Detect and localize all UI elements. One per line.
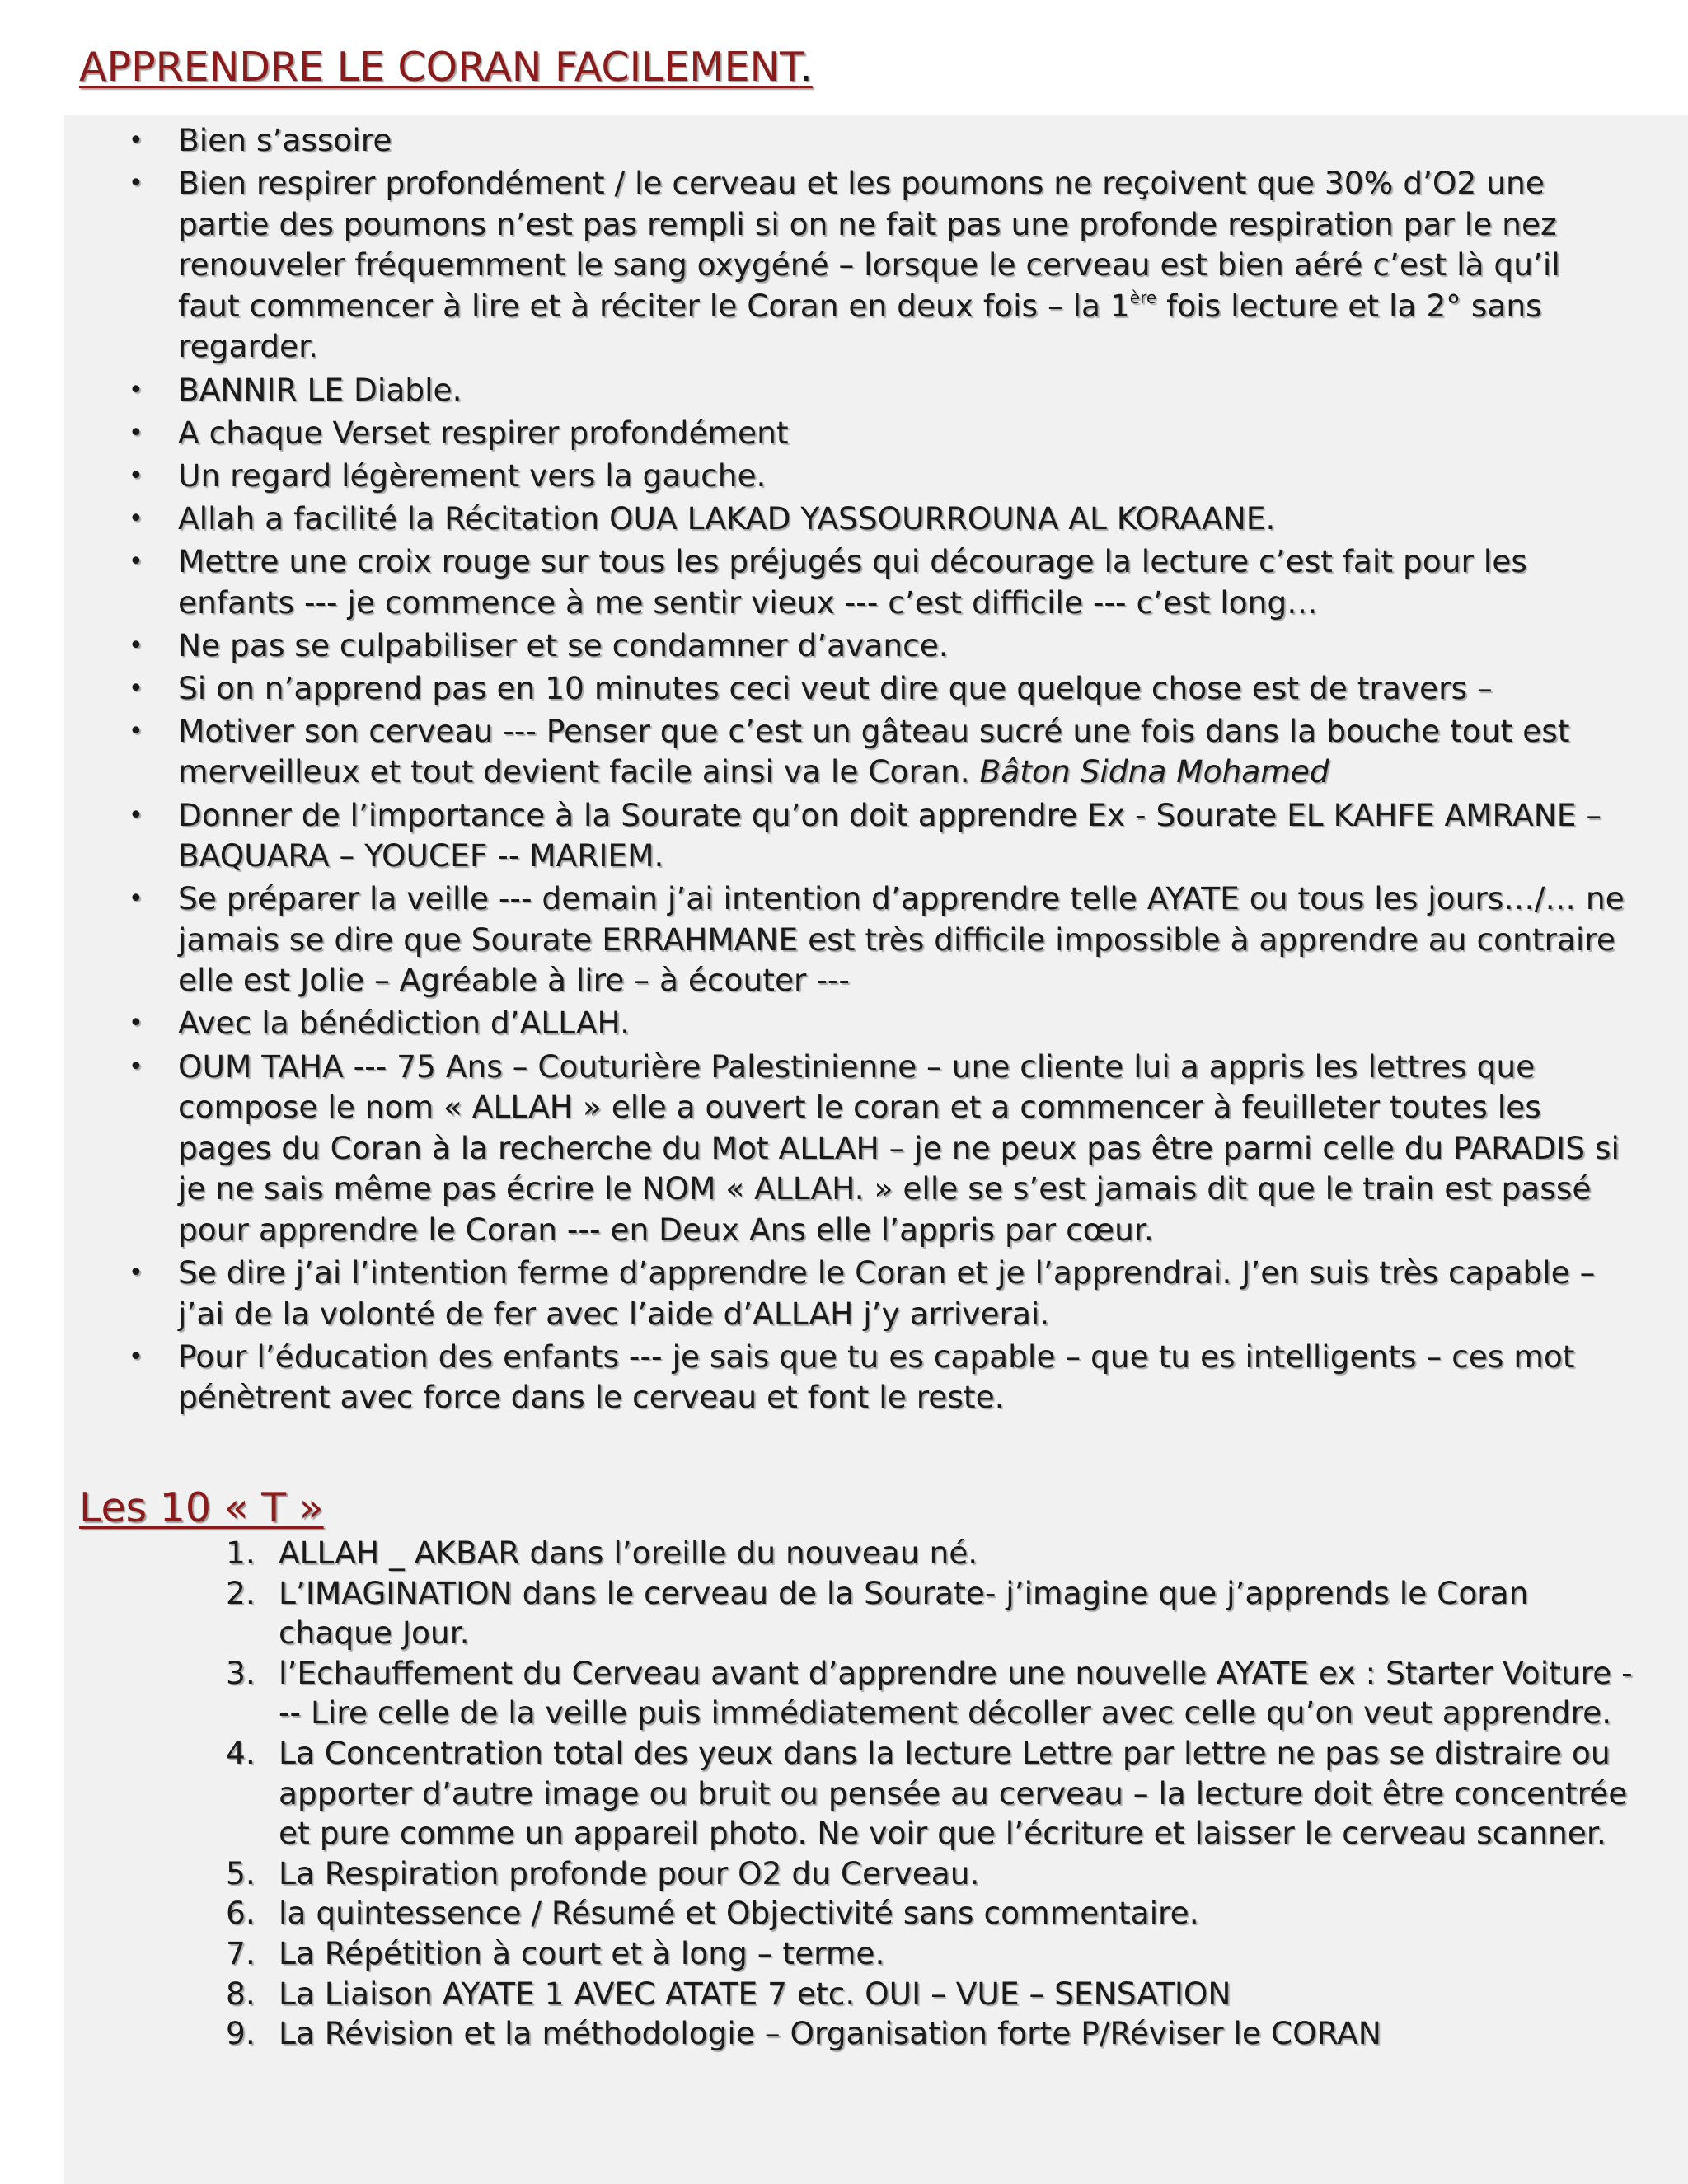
numbered-item: 7. La Répétition à court et à long – terme. xyxy=(221,1933,1639,1974)
tips-list xyxy=(122,120,1630,1420)
list-item: • Avec la bénédiction d’ALLAH. xyxy=(122,1003,1630,1044)
numbered-item: 1. ALLAH _ AKBAR dans l’oreille du nouveau né. xyxy=(221,1533,1639,1573)
title-period: . xyxy=(799,44,813,91)
numbered-item: 3. l’Echauffement du Cerveau avant d’apprendre une nouvelle AYATE ex : Starter Voiture --- Lire celle de la veille puis immédiatement décoller avec celle qu’on veut apprendre. xyxy=(226,1654,1633,1732)
bullet-icon: • xyxy=(129,1009,143,1038)
list-item: • Pour l’éducation des enfants --- je sais que tu es capable – que tu es intelligents – ces mot pénètrent avec force dans le cerveau et font le reste. xyxy=(129,1338,1575,1416)
superscript: ère xyxy=(1129,287,1157,307)
list-item: • Si on n’apprend pas en 10 minutes ceci veut dire que quelque chose est de travers – xyxy=(122,668,1630,710)
numbered-item: 2. L’IMAGINATION dans le cerveau de la Sourate- j’imagine que j’apprends le Coran chaque Jour. xyxy=(226,1574,1529,1652)
item-number: 8. xyxy=(226,1975,256,2012)
bullet-icon: • xyxy=(129,418,143,448)
list-item: • Se préparer la veille --- demain j’ai intention d’apprendre telle AYATE ou tous les jours…/… ne jamais se dire que Sourate ERRAHMANE est très difficile impossible à apprendre au contraire elle est Jolie – Agréable à lire – à écouter --- xyxy=(129,880,1625,999)
item-number: 2. xyxy=(226,1574,256,1611)
page-title: APPRENDRE LE CORAN FACILEMENT. xyxy=(79,44,813,91)
bullet-icon: • xyxy=(129,169,143,199)
bullet-icon: • xyxy=(129,1258,143,1288)
list-item: • BANNIR LE Diable. xyxy=(122,370,1630,411)
section-title: Les 10 « T » xyxy=(79,1484,324,1531)
item-number: 4. xyxy=(226,1734,256,1771)
list-item: • A chaque Verset respirer profondément xyxy=(122,413,1630,454)
bullet-icon: • xyxy=(129,884,143,914)
item-number: 6. xyxy=(226,1895,256,1932)
numbered-item: 9. La Révision et la méthodologie – Organisation forte P/Réviser le CORAN xyxy=(221,2013,1639,2054)
list-item: • Mettre une croix rouge sur tous les préjugés qui décourage la lecture c’est fait pour les enfants --- je commence à me sentir vieux --- c’est difficile --- c’est long… xyxy=(129,542,1527,621)
bullet-icon: • xyxy=(129,504,143,533)
list-item: • Ne pas se culpabiliser et se condamner d’avance. xyxy=(122,626,1630,667)
list-item: • Se dire j’ai l’intention ferme d’apprendre le Coran et je l’apprendrai. J’en suis très capable – j’ai de la volonté de fer avec l’aide d’ALLAH j’y arriverai. xyxy=(129,1254,1596,1332)
numbered-item: 8. La Liaison AYATE 1 AVEC ATATE 7 etc. OUI – VUE – SENSATION xyxy=(221,1974,1639,2014)
list-item: • OUM TAHA --- 75 Ans – Couturière Palestinienne – une cliente lui a appris les lettres que compose le nom « ALLAH » elle a ouvert le coran et a commencer à feuilleter toutes les pages du Coran à la recherche du Mot ALLAH – je ne peux pas être parmi celle du PARADIS si je ne sais même pas écrire le NOM « ALLAH. » elle se s’est jamais dit que le train est passé pour apprendre le Coran --- en Deux Ans elle l’appris par cœur. xyxy=(129,1047,1620,1248)
list-item: • Allah a facilité la Récitation OUA LAKAD YASSOURROUNA AL KORAANE. xyxy=(122,499,1630,540)
list-item: • Donner de l’importance à la Sourate qu’on doit apprendre Ex - Sourate EL KAHFE AMRANE – BAQUARA – YOUCEF -- MARIEM. xyxy=(129,796,1602,874)
bullet-icon: • xyxy=(129,546,143,576)
list-item: • Motiver son cerveau --- Penser que c’est un gâteau sucré une fois dans la bouche tout est merveilleux et tout devient facile ainsi va le Coran. Bâton Sidna Mohamed xyxy=(129,712,1570,790)
list-item: • Bien s’assoire xyxy=(122,120,1630,162)
bullet-icon: • xyxy=(129,1342,143,1371)
bullet-icon: • xyxy=(129,673,143,703)
list-item: • Bien respirer profondément / le cerveau et les poumons ne reçoivent que 30% d’O2 une partie des poumons n’est pas rempli si on ne fait pas une profonde respiration par le nez renouveler fréquemment le sang oxygéné – lorsque le cerveau est bien aéré c’est là qu’il faut commencer à lire et à réciter le Coran en deux fois – la 1ère fois lecture et la 2° sans regarder. xyxy=(129,165,1560,365)
bullet-icon: • xyxy=(129,630,143,660)
item-number: 7. xyxy=(226,1934,256,1971)
bullet-icon: • xyxy=(129,375,143,405)
italic-note: Bâton Sidna Mohamed xyxy=(979,753,1329,790)
item-number: 9. xyxy=(226,2015,256,2052)
bullet-icon: • xyxy=(129,461,143,490)
steps-list xyxy=(221,1533,1639,2054)
item-number: 3. xyxy=(226,1654,256,1691)
numbered-item: 4. La Concentration total des yeux dans la lecture Lettre par lettre ne pas se distraire ou apporter d’autre image ou bruit ou pensée au cerveau – la lecture doit être concentrée et pure comme un appareil photo. Ne voir que l’écriture et laisser le cerveau scanner. xyxy=(226,1734,1628,1852)
list-item: • Un regard légèrement vers la gauche. xyxy=(122,456,1630,497)
numbered-item: 6. la quintessence / Résumé et Objectivité sans commentaire. xyxy=(221,1893,1639,1933)
bullet-icon: • xyxy=(129,800,143,830)
bullet-icon: • xyxy=(129,126,143,155)
item-number: 5. xyxy=(226,1854,256,1891)
numbered-item: 5. La Respiration profonde pour O2 du Cerveau. xyxy=(221,1854,1639,1894)
item-number: 1. xyxy=(226,1535,256,1571)
bullet-icon: • xyxy=(129,1052,143,1081)
bullet-icon: • xyxy=(129,716,143,746)
